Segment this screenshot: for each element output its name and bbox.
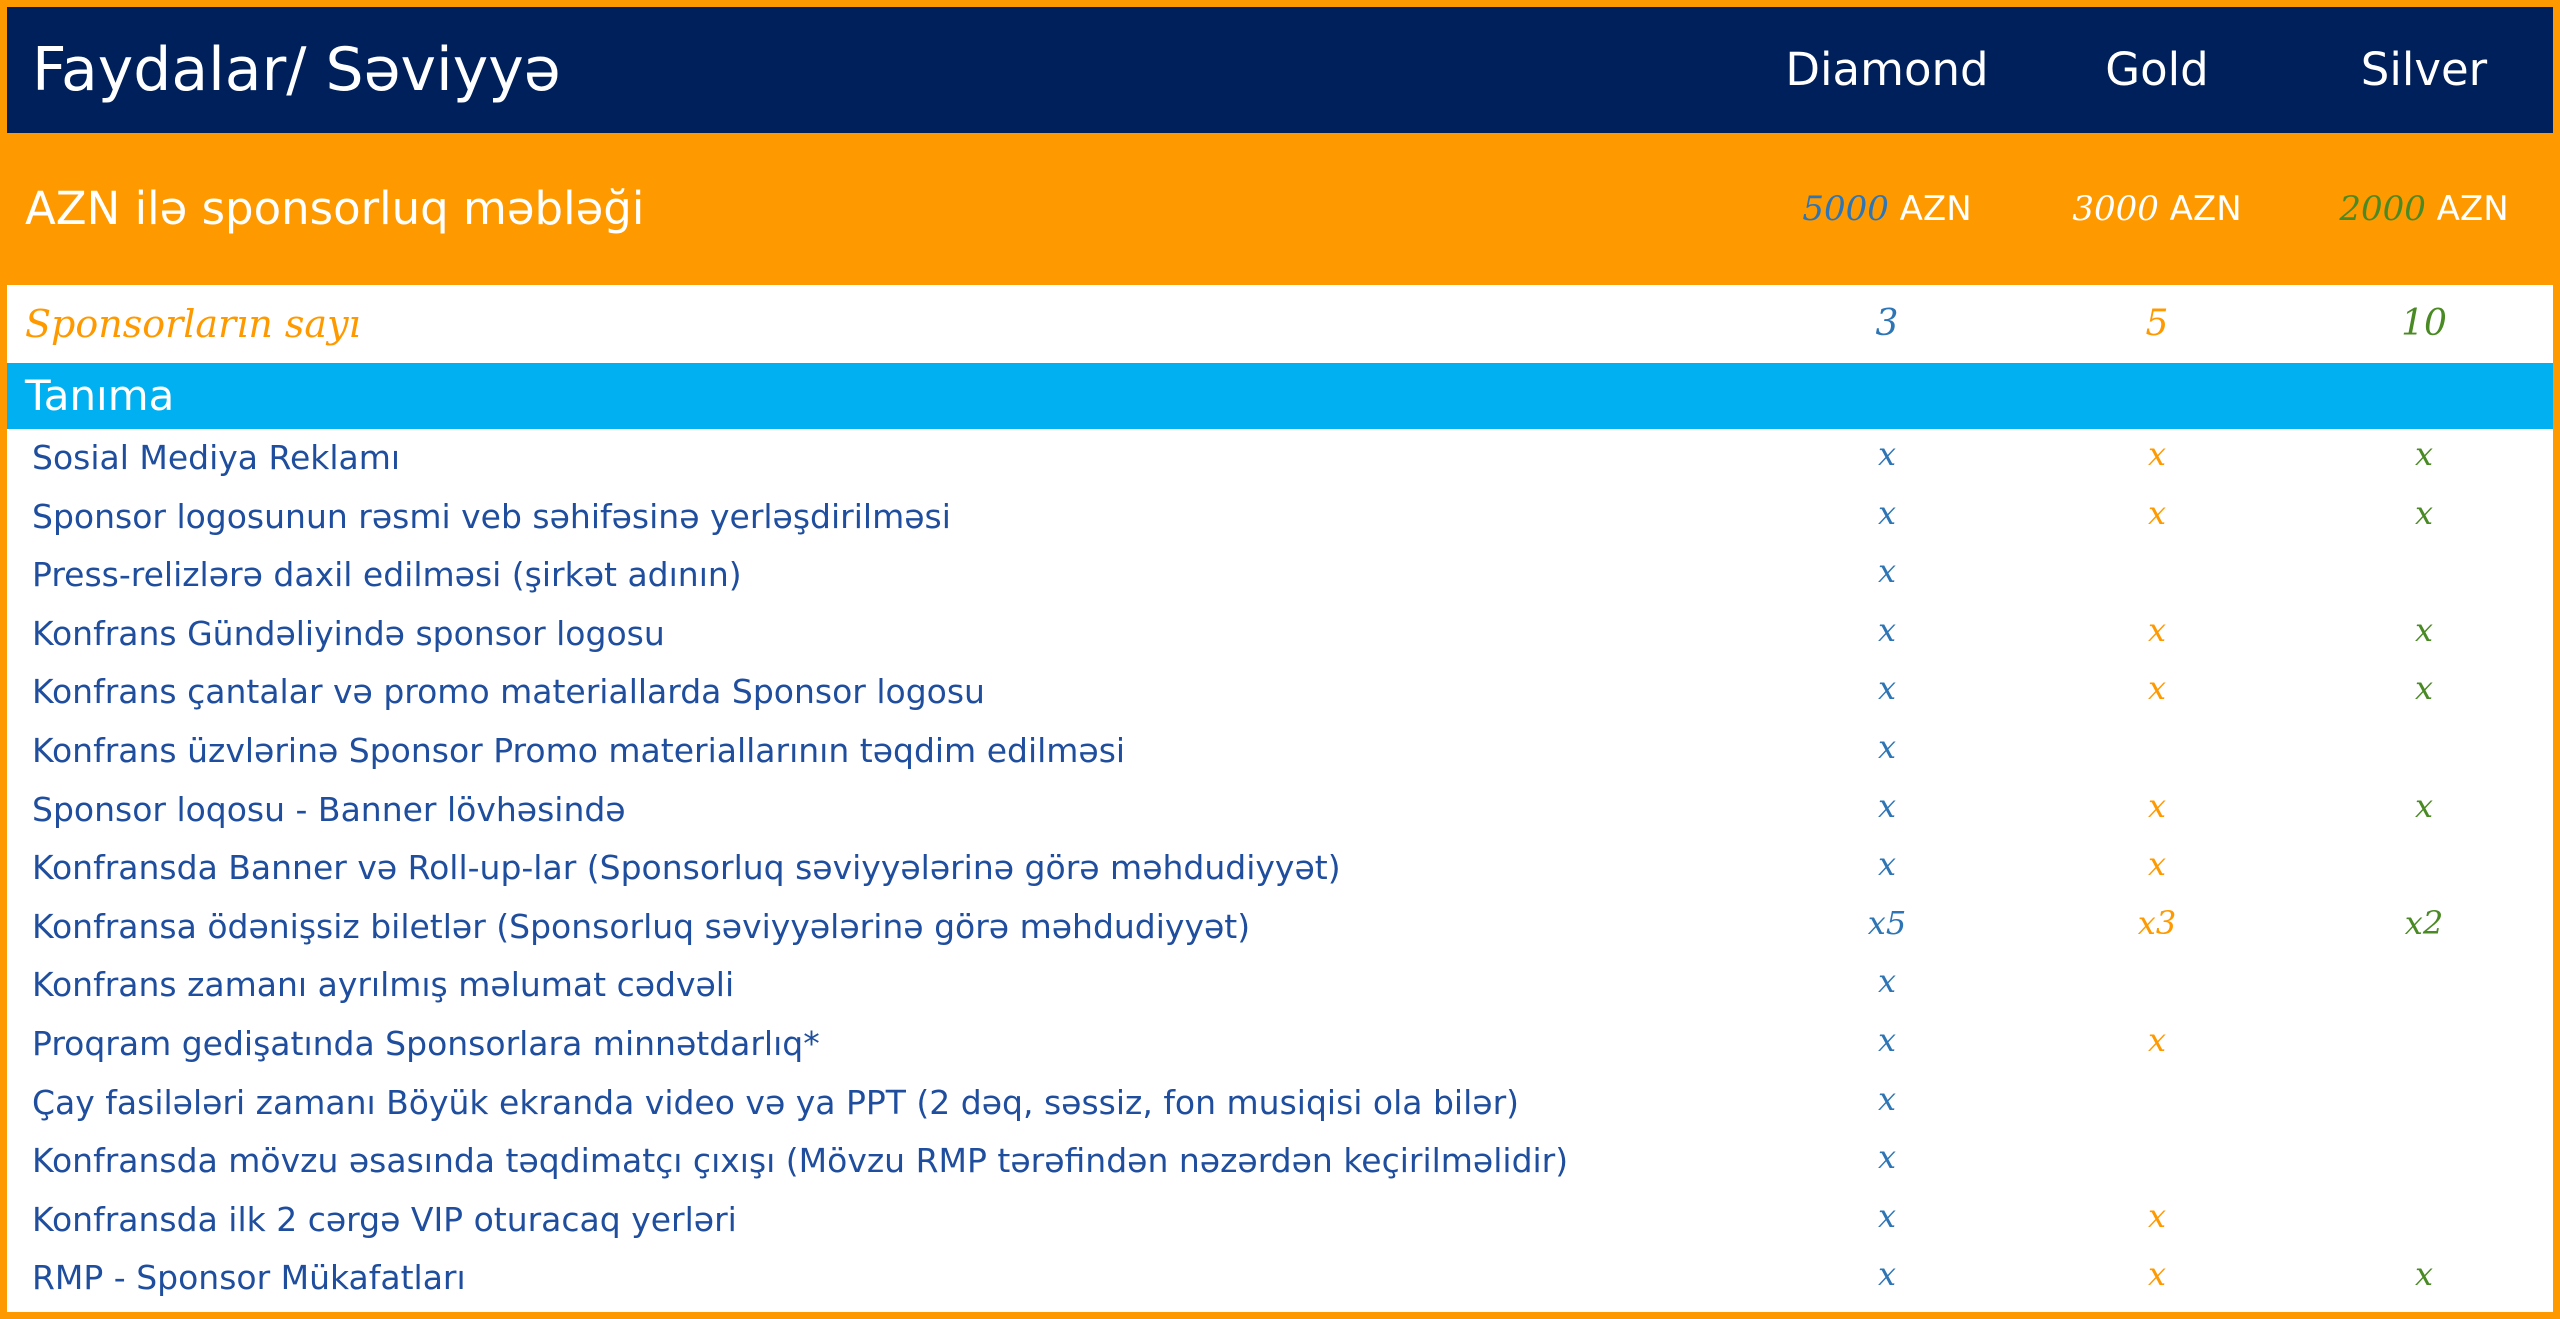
benefit-mark-silver: x [2414, 435, 2434, 473]
benefit-mark-diamond: x [1877, 493, 1897, 532]
benefit-row [7, 956, 2553, 1015]
benefit-mark-silver: x [2414, 493, 2434, 532]
benefit-label: Konfrans zamanı ayrılmış məlumat cədvəli [32, 965, 735, 1005]
amount-gold-currency: AZN [2169, 189, 2242, 229]
benefit-row [7, 488, 2553, 547]
benefit-mark-diamond: x [1877, 1079, 1897, 1118]
level-diamond: Diamond [1785, 43, 1989, 96]
benefit-label: Çay fasilələri zamanı Böyük ekranda video və ya PPT (2 dəq, səssiz, fon musiqisi ola bilər) [32, 1082, 1520, 1122]
benefit-row [7, 1015, 2553, 1074]
sponsorship-amount-row [7, 133, 2553, 285]
benefit-label: Konfrans çantalar və promo materiallarda Sponsor logosu [32, 672, 985, 712]
sponsorship-table [7, 7, 2553, 1312]
benefit-list [7, 429, 2553, 1308]
benefit-mark-gold: x [2147, 493, 2167, 532]
benefit-mark-diamond: x [1877, 1020, 1897, 1059]
benefit-mark-diamond: x [1877, 552, 1897, 591]
benefit-mark-silver: x [2414, 669, 2434, 708]
amount-silver-currency: AZN [2436, 189, 2509, 229]
benefit-mark-diamond: x [1877, 727, 1897, 766]
table-header [7, 7, 2553, 133]
benefit-row [7, 898, 2553, 957]
amount-diamond-currency: AZN [1899, 189, 1972, 229]
benefit-label: Konfrans Gündəliyində sponsor logosu [32, 613, 665, 653]
benefit-row [7, 663, 2553, 722]
benefit-mark-diamond: x [1877, 435, 1897, 473]
benefit-mark-diamond: x5 [1867, 903, 1907, 942]
count-label: Sponsorların sayı [25, 302, 361, 346]
benefit-mark-gold: x [2147, 786, 2167, 825]
level-gold: Gold [2105, 43, 2209, 96]
benefit-row [7, 605, 2553, 664]
benefit-mark-gold: x [2147, 1196, 2167, 1235]
benefit-label: Konfransda Banner və Roll-up-lar (Sponsorluq səviyyələrinə görə məhdudiyyət) [32, 848, 1341, 888]
benefit-mark-gold: x [2147, 1255, 2167, 1294]
benefit-label: Konfransda ilk 2 cərgə VIP oturacaq yerləri [32, 1199, 737, 1239]
benefit-mark-silver: x [2414, 610, 2434, 649]
benefit-row [7, 1074, 2553, 1133]
benefit-row [7, 839, 2553, 898]
benefit-mark-gold: x [2147, 845, 2167, 884]
benefit-row [7, 546, 2553, 605]
benefit-label: Proqram gedişatında Sponsorlara minnətdarlıq* [32, 1023, 820, 1063]
amount-label: AZN ilə sponsorluq məbləği [25, 182, 645, 235]
amount-gold-value: 3000 [2072, 189, 2159, 229]
count-gold: 5 [2145, 303, 2169, 344]
count-diamond: 3 [1875, 303, 1899, 344]
benefit-label: Konfrans üzvlərinə Sponsor Promo materiallarının təqdim edilməsi [32, 730, 1126, 770]
benefit-row [7, 781, 2553, 840]
benefit-label: Press-relizlərə daxil edilməsi (şirkət adının) [32, 555, 742, 595]
benefit-label: Sponsor logosunun rəsmi veb səhifəsinə yerləşdirilməsi [32, 496, 951, 536]
section-label: Tanıma [25, 371, 175, 420]
table-title: Faydalar/ Səviyyə [32, 35, 561, 105]
sponsor-count-row [7, 285, 2553, 363]
benefit-mark-diamond: x [1877, 1138, 1897, 1177]
benefit-label: Konfransda mövzu əsasında təqdimatçı çıxışı (Mövzu RMP tərəfindən nəzərdən keçirilməlidir) [32, 1141, 1569, 1181]
level-silver: Silver [2360, 43, 2488, 96]
benefit-mark-gold: x [2147, 1020, 2167, 1059]
benefit-label: RMP - Sponsor Mükafatları [32, 1258, 466, 1298]
benefit-mark-diamond: x [1877, 845, 1897, 884]
count-silver: 10 [2401, 303, 2447, 344]
benefit-mark-diamond: x [1877, 1196, 1897, 1235]
benefit-mark-gold: x [2147, 610, 2167, 649]
benefit-mark-gold: x [2147, 669, 2167, 708]
amount-diamond-value: 5000 [1802, 189, 1889, 229]
benefit-row [7, 1191, 2553, 1250]
benefit-mark-silver: x [2414, 786, 2434, 825]
benefit-row [7, 722, 2553, 781]
benefit-mark-diamond: x [1877, 669, 1897, 708]
section-recognition [7, 363, 2553, 429]
benefit-label: Sosial Mediya Reklamı [32, 438, 401, 477]
benefit-mark-diamond: x [1877, 786, 1897, 825]
benefit-mark-silver: x [2414, 1255, 2434, 1294]
benefit-row [7, 429, 2553, 488]
benefit-mark-gold: x [2147, 435, 2167, 473]
amount-diamond [1757, 133, 2017, 285]
benefit-label: Sponsor loqosu - Banner lövhəsində [32, 789, 626, 829]
benefit-mark-diamond: x [1877, 610, 1897, 649]
amount-silver [2294, 133, 2553, 285]
benefit-mark-diamond: x [1877, 1255, 1897, 1294]
benefit-row [7, 1132, 2553, 1191]
benefit-label: Konfransa ödənişsiz biletlər (Sponsorluq səviyyələrinə görə məhdudiyyət) [32, 906, 1251, 946]
amount-silver-value: 2000 [2339, 189, 2426, 229]
amount-gold [2027, 133, 2287, 285]
benefit-mark-gold: x3 [2137, 903, 2177, 942]
benefit-row [7, 1249, 2553, 1308]
benefit-mark-silver: x2 [2404, 903, 2444, 942]
benefit-mark-diamond: x [1877, 962, 1897, 1001]
